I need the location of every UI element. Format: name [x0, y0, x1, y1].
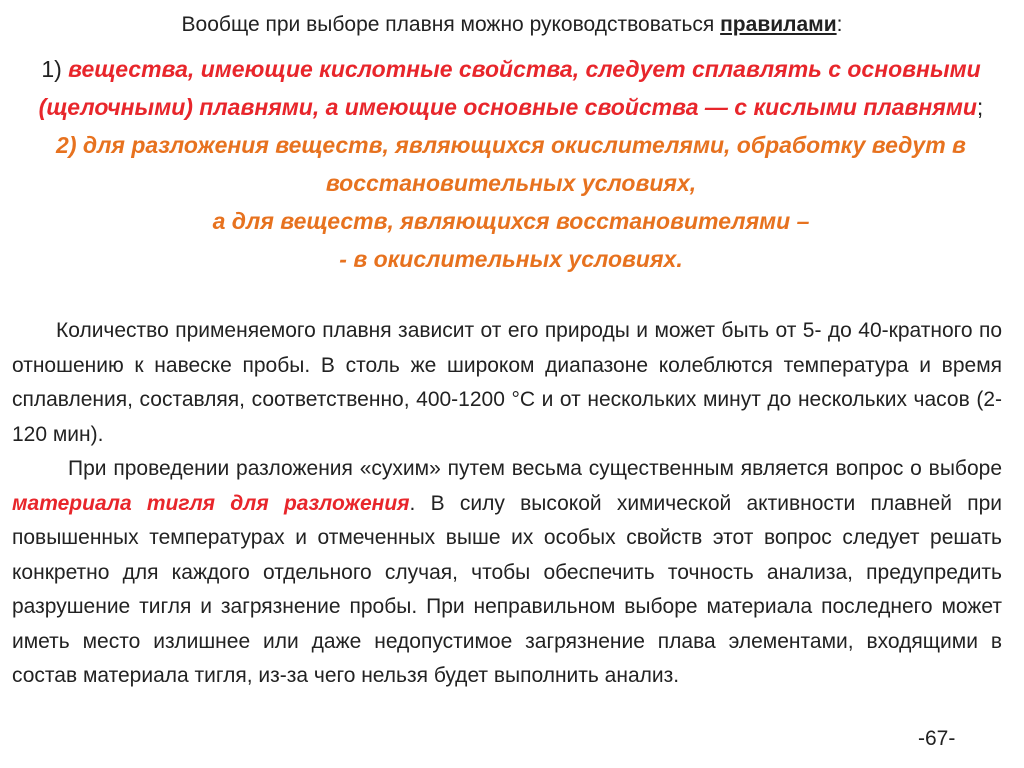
crucible-material-highlight: материала тигля для разложения	[12, 491, 410, 515]
rule-1	[6, 50, 1016, 126]
paragraph-2-rest: . В силу высокой химической активности плавней при повышенных температурах и отмеченных выше их особых свойств этот вопрос следует решать конкретно для каждого отдельного случая, чтобы обеспечить точность анализа, предупредить разрушение тигля и загрязнение пробы. При неправильном выборе материала последнего может иметь место излишнее или даже недопустимое загрязнение плава элементами, входящими в состав материала тигля, из-за чего нельзя будет выполнить анализ.	[12, 491, 1002, 687]
rules-word: правилами	[720, 13, 837, 36]
rule-1-number: 1)	[41, 56, 69, 82]
rules-block	[6, 50, 1016, 278]
intro-line	[0, 10, 1024, 40]
rule-1-text: вещества, имеющие кислотные свойства, следует сплавлять с основными (щелочными) плавнями, а имеющие основные свойства — с кислыми плавнями	[38, 56, 981, 120]
paragraph-2-start: При проведении разложения «сухим» путем весьма существенным является вопрос о выборе	[68, 457, 1002, 480]
rule-2-line-2: а для веществ, являющихся восстановителями –	[212, 208, 810, 234]
intro-colon: :	[836, 13, 843, 36]
paragraph-crucible-choice	[12, 452, 1002, 694]
paragraph-flux-amount: Количество применяемого плавня зависит от его природы и может быть от 5- до 40-кратного по отношению к навеске пробы. В столь же широком диапазоне колеблются температура и время сплавления, составляя, соответственно, 400-1200 °С и от нескольких минут до нескольких часов (2-120 мин).	[12, 319, 1002, 446]
intro-text: Вообще при выборе плавня можно руководствоваться	[181, 13, 721, 36]
rule-2-line-1: 2) для разложения веществ, являющихся окислителями, обработку ведут в восстановительных условиях,	[56, 132, 966, 196]
rule-2-line-3: - в окислительных условиях.	[339, 246, 683, 272]
body-text	[12, 314, 1002, 694]
rule-1-tail: ;	[976, 94, 984, 120]
page-number: -67-	[918, 727, 956, 750]
